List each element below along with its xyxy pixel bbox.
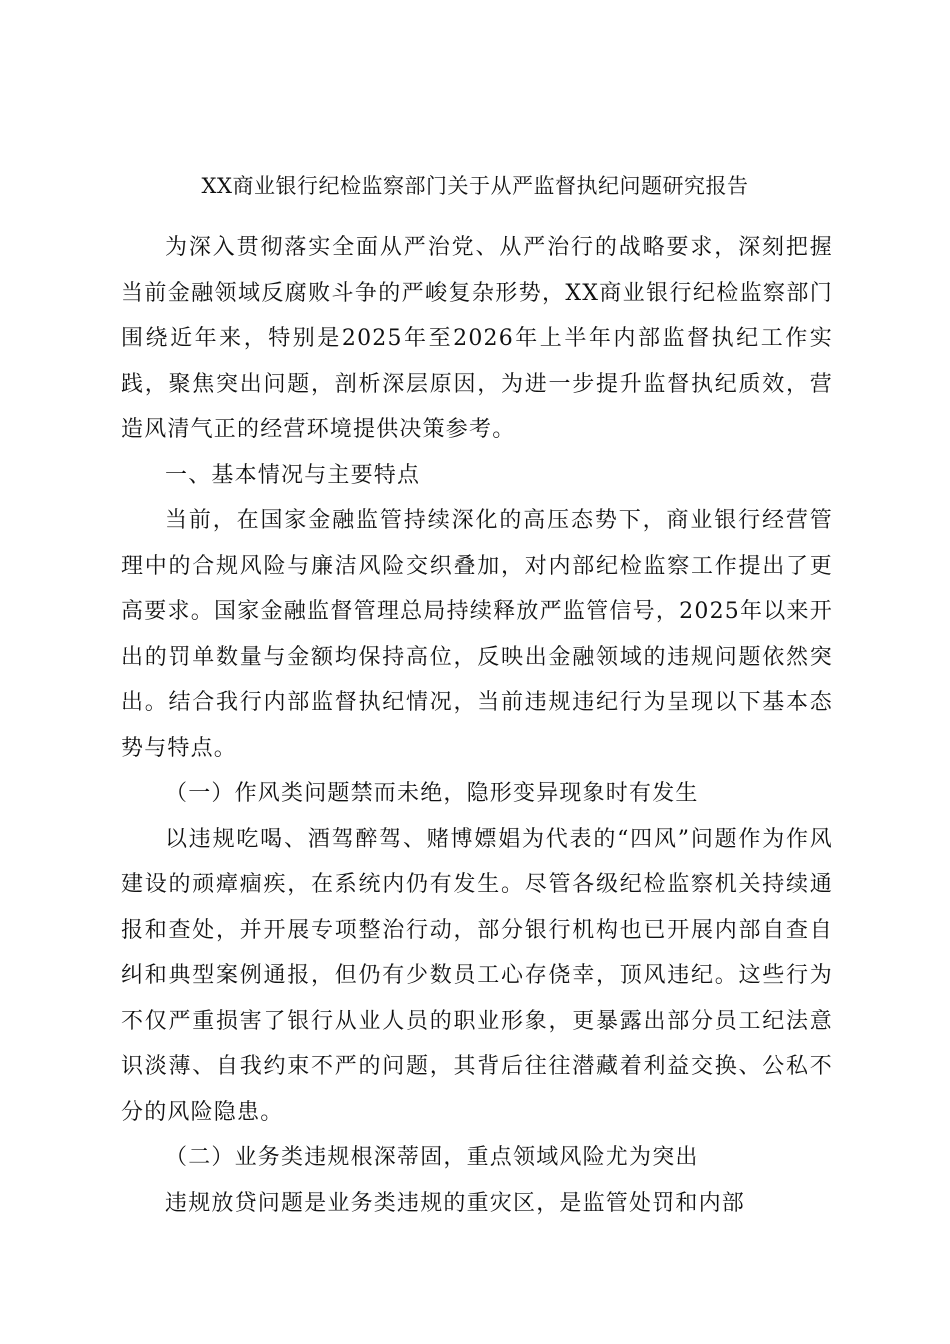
subsection-paragraph-work-style: 以违规吃喝、酒驾醉驾、赌博嫖娼为代表的“四风”问题作为作风建设的顽瘴痼疾，在系统内仍有发生。尽管各级纪检监察机关持续通报和查处，并开展专项整治行动，部分银行机构也已开展内部自查自纠和典型案例通报，但仍有少数员工心存侥幸，顶风违纪。这些行为不仅严重损害了银行从业人员的职业形象，更暴露出部分员工纪法意识淡薄、自我约束不严的问题，其背后往往潜藏着利益交换、公私不分的风险隐患。 xyxy=(121,826,833,1125)
document-body xyxy=(121,225,833,1226)
subsection-paragraph-business-violations: 违规放贷问题是业务类违规的重灾区，是监管处罚和内部 xyxy=(165,1190,746,1216)
subsection-heading-work-style: （一）作风类问题禁而未绝，隐形变异现象时有发生 xyxy=(165,781,699,806)
section-paragraph-basic-situation: 当前，在国家金融监管持续深化的高压态势下，商业银行经营管理中的合规风险与廉洁风险交织叠加，对内部纪检监察工作提出了更高要求。国家金融监督管理总局持续释放严监管信号，2025年以来开出的罚单数量与金额均保持高位，反映出金融领域的违规问题依然突出。结合我行内部监督执纪情况，当前违规违纪行为呈现以下基本态势与特点。 xyxy=(121,508,833,761)
intro-paragraph: 为深入贯彻落实全面从严治党、从严治行的战略要求，深刻把握当前金融领域反腐败斗争的严峻复杂形势，XX商业银行纪检监察部门围绕近年来，特别是2025年至2026年上半年内部监督执纪工作实践，聚焦突出问题，剖析深层原因，为进一步提升监督执纪质效，营造风清气正的经营环境提供决策参考。 xyxy=(121,235,833,442)
subsection-heading-business-violations: （二）业务类违规根深蒂固，重点领域风险尤为突出 xyxy=(165,1145,699,1170)
section-heading-basic-situation: 一、基本情况与主要特点 xyxy=(165,462,421,488)
document-title: XX商业银行纪检监察部门关于从严监督执纪问题研究报告 xyxy=(201,174,749,198)
